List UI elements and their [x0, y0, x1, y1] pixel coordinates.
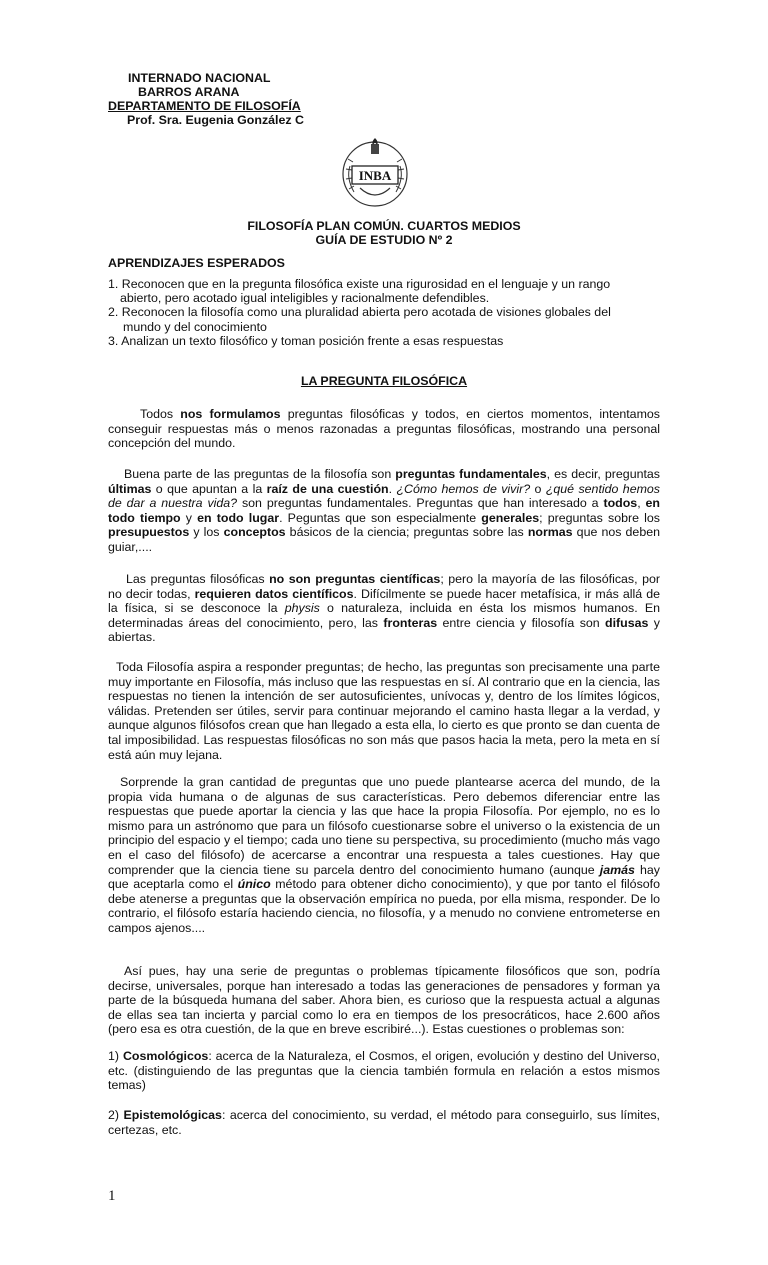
- guide-title: GUÍA DE ESTUDIO Nº 2: [315, 233, 453, 247]
- objective-item-2-cont: mundo y del conocimiento: [123, 320, 267, 334]
- paragraph-2: Buena parte de las preguntas de la filosofía son preguntas fundamentales, es decir, preguntas últimas o que apuntan a la raíz de una cuestión. ¿Cómo hemos de vivir? o ¿qué sentido hemos de dar a nuestra vida? son preguntas fundamentales. Preguntas que han interesado a todos, en todo tiempo y en todo lugar. Peguntas que son especialmente generales; preguntas sobre los presupuestos y los conceptos básicos de la ciencia; preguntas sobre las normas que nos deben guiar,....: [108, 467, 661, 554]
- paragraph-4: Toda Filosofía aspira a responder preguntas; de hecho, las preguntas son precisamente una parte muy importante en Filosofía, más incluso que las respuestas en sí. Al contrario que en la ciencia, las respuestas no tienen la intención de ser autosuficientes, unívocas y, dentro de los límites lógicos, válidas. Pretenden ser útiles, servir para continuar mejorando el camino hasta llegar a la verdad, y aunque algunos filósofos crean que han llegado a esta ella, lo cierto es que pronto se dan cuenta de tal imposibilidad. Las respuestas filosóficas no son más que pasos hacia la meta, pero la meta en sí está aún muy lejana.: [108, 660, 660, 762]
- course-title: FILOSOFÍA PLAN COMÚN. CUARTOS MEDIOS: [247, 219, 521, 233]
- objectives-heading: APRENDIZAJES ESPERADOS: [108, 256, 285, 270]
- objective-item-3: 3. Analizan un texto filosófico y toman posición frente a esas respuestas: [108, 334, 504, 348]
- paragraph-6: Así pues, hay una serie de preguntas o problemas típicamente filosóficos que son, podría decirse, universales, porque han interesado a todas las generaciones de pensadores y forman ya parte de la búsqueda humana del saber. Ahora bien, es curioso que la respuesta actual a algunas de ellas sea tan incierta y parcial como lo era en tiempos de los presocráticos, hace 2.600 años (pero esa es otra cuestión, de la que en breve escribiré...). Estas cuestiones o problemas son:: [108, 964, 660, 1037]
- school-name-line1: INTERNADO NACIONAL: [128, 71, 271, 85]
- paragraph-1: Todos nos formulamos preguntas filosóficas y todos, en ciertos momentos, intentamos conseguir respuestas más o menos razonadas a preguntas filosóficas, mostrando una personal concepción del mundo.: [108, 407, 660, 451]
- paragraph-3: Las preguntas filosóficas no son preguntas científicas; pero la mayoría de las filosóficas, por no decir todas, requieren datos científicos. Difícilmente se puede hacer metafísica, ir más allá de la física, si se desconoce la physis o naturaleza, incluida en ésta los mismos humanos. En determinadas áreas del conocimiento, pero, las fronteras entre ciencia y filosofía son difusas y abiertas.: [108, 572, 661, 645]
- page-number: 1: [108, 1188, 116, 1204]
- school-name-line2: BARROS ARANA: [138, 85, 240, 99]
- section-title: LA PREGUNTA FILOSÓFICA: [300, 374, 468, 388]
- objective-item-1: 1. Reconocen que en la pregunta filosófica existe una rigurosidad en el lenguaje y un rango: [108, 277, 611, 291]
- school-crest-logo: [340, 136, 410, 208]
- department-name: DEPARTAMENTO DE FILOSOFÍA: [108, 99, 301, 113]
- objective-item-1-cont: abierto, pero acotado igual inteligibles y racionalmente defendibles.: [120, 291, 490, 305]
- problem-item-1: 1) Cosmológicos: acerca de la Naturaleza, el Cosmos, el origen, evolución y destino del Universo, etc. (distinguiendo de las preguntas que la ciencia también formula en relación a estos mismos temas): [108, 1049, 660, 1093]
- teacher-name: Prof. Sra. Eugenia González C: [127, 113, 304, 127]
- problem-item-2: 2) Epistemológicas: acerca del conocimiento, su verdad, el método para conseguirlo, sus límites, certezas, etc.: [108, 1108, 660, 1137]
- logo-text: INBA: [358, 168, 392, 183]
- objective-item-2: 2. Reconocen la filosofía como una pluralidad abierta pero acotada de visiones globales del: [108, 305, 611, 319]
- paragraph-5: Sorprende la gran cantidad de preguntas que uno puede plantearse acerca del mundo, de la propia vida humana o de algunas de sus características. Pero debemos diferenciar entre las respuestas que puede aportar la ciencia y las que hace la propia Filosofía. Por ejemplo, no es lo mismo para un astrónomo que para un filósofo cuestionarse sobre el universo o la existencia de un principio del espacio y el tiempo; cada uno tiene su perspectiva, su procedimiento (mucho más vago en el caso del filósofo) de acercarse a encontrar una respuesta a tales cuestiones. Hay que comprender que la ciencia tiene su parcela dentro del conocimiento humano (aunque jamás hay que aceptarla como el único método para obtener dicho conocimiento), y que por tanto el filósofo debe atenerse a preguntas que la observación empírica no pueda, por ella misma, responder. De lo contrario, el filósofo estaría haciendo ciencia, no filosofía, y a menudo no conviene entrometerse en campos ajenos....: [108, 775, 660, 935]
